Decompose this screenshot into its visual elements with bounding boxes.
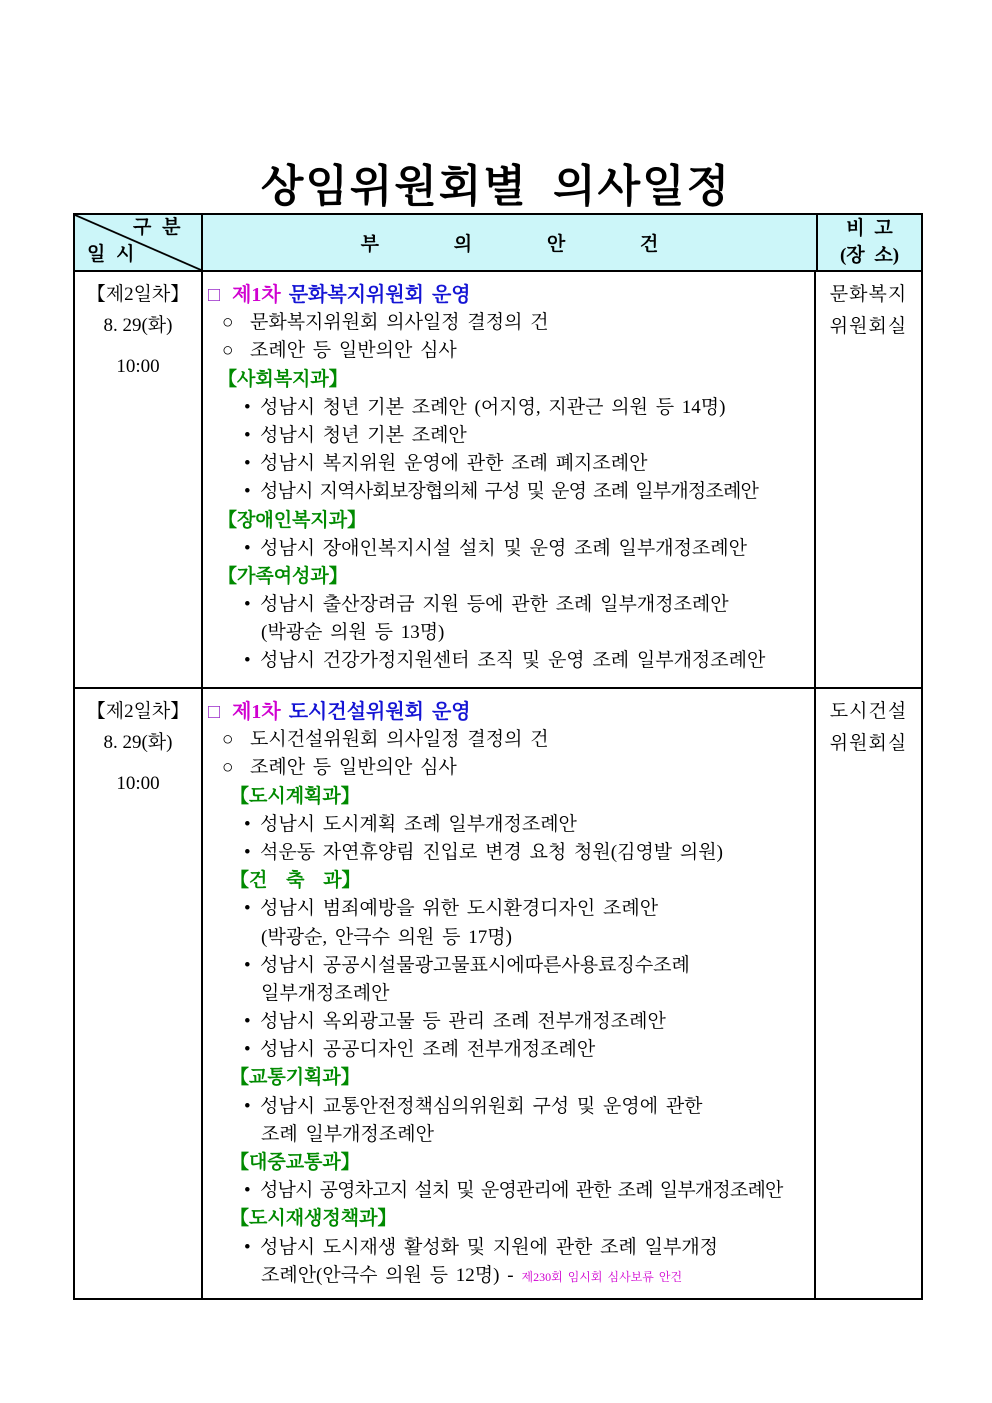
department-heading: 【장애인복지과】 (218, 509, 367, 531)
bill-text: 성남시 공공디자인 조례 전부개정조례안 (260, 1039, 596, 1061)
schedule-cell (75, 689, 203, 1298)
bill-text: 성남시 범죄예방을 위한 도시환경디자인 조례안 (260, 898, 659, 920)
agenda-item (203, 337, 814, 365)
dot-bullet: • (244, 841, 251, 863)
table-row (75, 270, 921, 687)
bill-item (203, 394, 814, 422)
agenda-table (73, 213, 923, 1300)
bill-text: 석운동 자연휴양림 진입로 변경 요청 청원(김영발 의원) (260, 841, 723, 863)
review-note: 제230회 임시회 심사보류 안건 (521, 1269, 683, 1284)
place-cell (816, 272, 921, 687)
place-line: 위원회실 (829, 733, 908, 754)
bill-item (203, 1008, 814, 1036)
session-name: 문화복지위원회 운영 (288, 284, 471, 306)
dot-bullet: • (244, 1095, 251, 1117)
header-place-label: (장 소) (839, 245, 900, 266)
session-heading (203, 281, 814, 309)
bill-text: 성남시 건강가정지원센터 조직 및 운영 조례 일부개정조례안 (260, 650, 766, 672)
bill-text: 성남시 도시계획 조례 일부개정조례안 (260, 813, 577, 835)
schedule-cell (75, 272, 203, 687)
dot-bullet: • (244, 1039, 251, 1061)
department-heading: 【대중교통과】 (230, 1152, 360, 1173)
header-category-label: 구 분 (133, 217, 181, 238)
bill-item (203, 1234, 814, 1262)
dot-bullet: • (244, 898, 251, 920)
department-heading: 【가족여성과】 (218, 565, 348, 587)
agenda-item (203, 309, 814, 337)
department-heading: 【도시계획과】 (230, 785, 360, 807)
bill-item (203, 422, 814, 450)
header-agenda-cell (203, 215, 818, 270)
agenda-item-text: 문화복지위원회 의사일정 결정의 건 (250, 312, 549, 334)
agenda-item (203, 754, 814, 782)
circle-bullet: ○ (222, 729, 234, 751)
bill-continuation-text: 조례안(안극수 의원 등 12명) - (261, 1264, 514, 1286)
dot-bullet: • (244, 813, 251, 835)
bill-text: 성남시 청년 기본 조례안 (260, 424, 467, 446)
bill-item-continuation (203, 1262, 814, 1290)
session-number: 제1차 (232, 701, 281, 723)
agenda-content-cell (203, 272, 816, 687)
dot-bullet: • (244, 453, 251, 475)
bill-item (203, 1036, 814, 1064)
table-row (75, 687, 921, 1298)
table-header-row (75, 215, 921, 270)
bill-item-continuation: 일부개정조례안 (261, 982, 390, 1004)
bill-text: 성남시 교통안전정책심의위원회 구성 및 운영에 관한 (260, 1095, 703, 1117)
bill-text: 성남시 옥외광고물 등 관리 조례 전부개정조례안 (260, 1011, 666, 1033)
bill-item (203, 535, 814, 563)
session-day: 【제2일차】 (86, 284, 190, 305)
bill-item-continuation: (박광순, 안극수 의원 등 17명) (261, 926, 512, 948)
bill-item (203, 895, 814, 923)
place-cell (816, 689, 921, 1298)
header-agenda-label: 부 의 안 건 (360, 234, 659, 255)
header-remarks-cell (818, 215, 921, 270)
dot-bullet: • (244, 1236, 251, 1258)
dot-bullet: • (244, 1180, 250, 1202)
bill-text: 성남시 도시재생 활성화 및 지원에 관한 조례 일부개정 (260, 1236, 719, 1258)
department-heading: 【건 축 과】 (230, 870, 361, 892)
bill-item-continuation: (박광순 의원 등 13명) (261, 622, 445, 644)
bill-item (203, 952, 814, 980)
bill-text: 성남시 복지위원 운영에 관한 조례 폐지조례안 (260, 453, 648, 475)
dot-bullet: • (244, 481, 250, 503)
place-line: 도시건설 (829, 701, 908, 722)
session-day: 【제2일차】 (86, 701, 190, 722)
header-category-datetime-cell (75, 215, 203, 270)
session-date: 8. 29(화) (103, 732, 173, 753)
circle-bullet: ○ (222, 312, 234, 334)
agenda-item (203, 726, 814, 754)
dot-bullet: • (244, 650, 251, 672)
bill-text: 성남시 장애인복지시설 설치 및 운영 조례 일부개정조례안 (260, 537, 747, 559)
department-heading: 【교통기획과】 (230, 1067, 360, 1089)
agenda-item-text: 조례안 등 일반의안 심사 (250, 340, 457, 362)
department-heading: 【사회복지과】 (218, 368, 348, 390)
agenda-content-cell (203, 689, 816, 1298)
bill-item (203, 1177, 814, 1205)
square-bullet: □ (208, 701, 221, 723)
session-time: 10:00 (116, 773, 160, 794)
bill-item (203, 839, 814, 867)
circle-bullet: ○ (222, 340, 234, 362)
header-datetime-label: 일 시 (87, 244, 135, 265)
session-heading (203, 698, 814, 726)
department-heading: 【도시재생정책과】 (230, 1208, 397, 1230)
dot-bullet: • (244, 537, 251, 559)
bill-item (203, 1093, 814, 1121)
document-title: 상임위원회별 의사일정 (260, 161, 732, 212)
circle-bullet: ○ (222, 757, 234, 779)
bill-item (203, 647, 814, 675)
dot-bullet: • (244, 954, 251, 976)
bill-text: 성남시 청년 기본 조례안 (어지영, 지관근 의원 등 14명) (260, 396, 726, 418)
session-date: 8. 29(화) (103, 315, 173, 336)
bill-item (203, 478, 814, 506)
dot-bullet: • (244, 1011, 251, 1033)
dot-bullet: • (244, 594, 251, 616)
bill-item (203, 450, 814, 478)
bill-item (203, 811, 814, 839)
place-line: 위원회실 (829, 316, 908, 337)
place-line: 문화복지 (829, 284, 908, 305)
bill-item-continuation: 조례 일부개정조례안 (261, 1123, 434, 1145)
session-number: 제1차 (232, 284, 281, 306)
bill-text: 성남시 공공시설물광고물표시에따른사용료징수조례 (260, 954, 690, 976)
session-name: 도시건설위원회 운영 (288, 701, 471, 723)
square-bullet: □ (208, 284, 221, 306)
bill-item (203, 591, 814, 619)
bill-text: 성남시 공영차고지 설치 및 운영관리에 관한 조례 일부개정조례안 (260, 1180, 783, 1202)
header-remarks-label: 비 고 (846, 218, 893, 239)
session-time: 10:00 (116, 356, 160, 377)
dot-bullet: • (244, 424, 251, 446)
bill-text: 성남시 지역사회보장협의체 구성 및 운영 조례 일부개정조례안 (260, 481, 759, 503)
bill-text: 성남시 출산장려금 지원 등에 관한 조례 일부개정조례안 (260, 594, 729, 616)
agenda-item-text: 도시건설위원회 의사일정 결정의 건 (250, 729, 549, 751)
agenda-item-text: 조례안 등 일반의안 심사 (250, 757, 457, 779)
dot-bullet: • (244, 396, 251, 418)
